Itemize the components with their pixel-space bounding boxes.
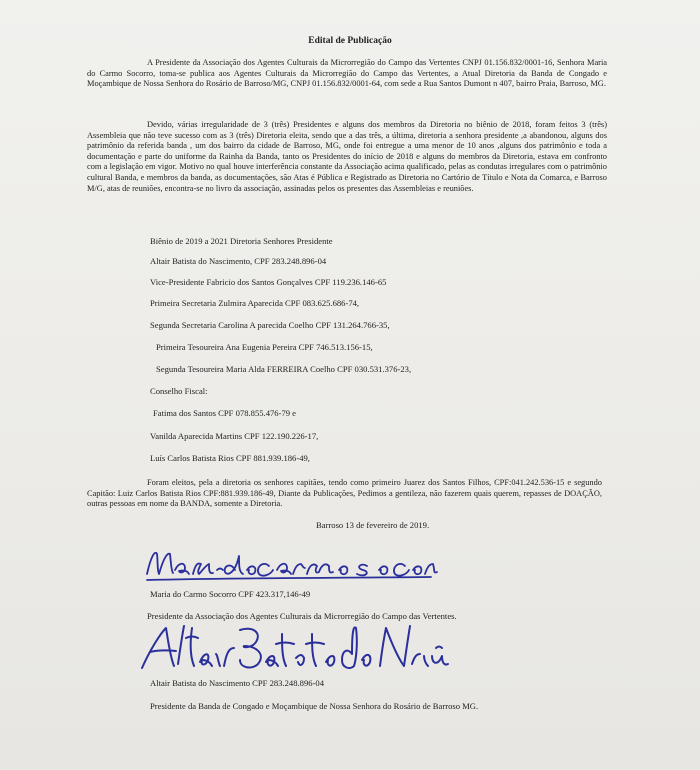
board-member-first-secretary: Primeira Secretaria Zulmira Aparecida CPF 083.625.686-74,	[150, 298, 360, 308]
fiscal-member: Vanilda Aparecida Martins CPF 122.190.226-17,	[150, 431, 319, 441]
board-member-president: Altair Batista do Nascimento, CPF 283.248.896-04	[150, 256, 327, 266]
irregularities-paragraph: Devido, várias irregularidade de 3 (três) Presidentes e alguns dos membros da Diretoria no biênio de 2018, foram feitos 3 (três) Assembleia que não teve sucesso com as 3 (três) Diretoria eleita, sendo que a das três, a última, diretoria a senhora presidente ,a abandonou, alguns dos patrimônio da referida banda , um dos bairro da cidade de Barroso, MG, onde foi entregue a uma menor de 10 anos ,alguns dos patrimônio e toda a documentação e parte do uniforme da Rainha da Banda, tanto os Presidentes do início de 2018 e alguns do membros da Diretoria, estava em confronto com a legislação em vigor. Motivo no qual houve interferência constante da Associação acima qualificado, pelas as condutas irregulares com o patrimônio cultural Banda, e membros da banda, as documentações, são Atas é Pública e Registrado as Diretoria no Cartório de Título e Nota da Comarca, e Barroso M/G, atas de reuniões, encontra-se no livro da associação, assinadas pelos os presentes das Assembleias e reuniões.	[87, 120, 607, 193]
fiscal-council-heading: Conselho Fiscal:	[150, 386, 208, 396]
board-member-second-treasurer: Segunda Tesoureira Maria Alda FERREIRA Coelho CPF 030.531.376-23,	[156, 364, 412, 374]
handwritten-signature-icon	[136, 620, 456, 675]
captains-paragraph: Foram eleitos, pela a diretoria os senhores capitães, tendo como primeiro Juarez dos Santos Filhos, CPF:041.242.536-15 e segundo Capitão: Luiz Carlos Batista Rios CPF:881.939.186-49, Diante da Publicações, Pedimos a gentileza, não fazerem quais querem, repasses de DOAÇÃO, outras pessoas em nome da BANDA, somente a Diretoria.	[87, 478, 602, 509]
signature-1-name: Maria do Carmo Socorro CPF 423.317,146-49	[150, 589, 311, 599]
board-member-first-treasurer: Primeira Tesoureira Ana Eugenia Pereira CPF 746.513.156-15,	[156, 342, 373, 352]
board-member-second-secretary: Segunda Secretaria Carolina A parecida Coelho CPF 131.264.766-35,	[150, 320, 390, 330]
fiscal-member: Fatima dos Santos CPF 078.855.476-79 e	[153, 408, 296, 418]
board-heading: Biênio de 2019 a 2021 Diretoria Senhores Presidente	[150, 236, 333, 246]
signature-2-name: Altair Batista do Nascimento CPF 283.248.896-04	[150, 678, 325, 688]
intro-paragraph: A Presidente da Associação dos Agentes Culturais da Microrregião do Campo das Vertentes CNPJ 01.156.832/0001-16, Senhora Maria do Carmo Socorro, toma-se publica aos Agentes Culturais da Microrregião do Campo das Vertentes, a Atual Diretoria da Banda de Congado e Moçambique de Nossa Senhora do Rosário de Barroso/MG, CNPJ 01.156.832/0001-64, com sede a Rua Santos Dumont n 407, bairro Praia, Barroso, MG.	[87, 58, 607, 89]
signature-altair	[136, 620, 456, 680]
signature-maria	[143, 540, 443, 590]
signature-2-role: Presidente da Banda de Congado e Moçambique de Nossa Senhora do Rosário de Barroso MG.	[150, 701, 479, 711]
document-title: Edital de Publicação	[308, 36, 392, 46]
board-member-vice-president: Vice-Presidente Fabricio dos Santos Gonçalves CPF 119.236.146-65	[150, 277, 387, 287]
fiscal-member: Luís Carlos Batista Rios CPF 881.939.186-49,	[150, 453, 310, 463]
date-line: Barroso 13 de fevereiro de 2019.	[316, 520, 430, 530]
signature-1-role: Presidente da Associação dos Agentes Culturais da Microrregião do Campo das Vertentes.	[147, 611, 457, 621]
handwritten-signature-icon	[143, 540, 443, 585]
